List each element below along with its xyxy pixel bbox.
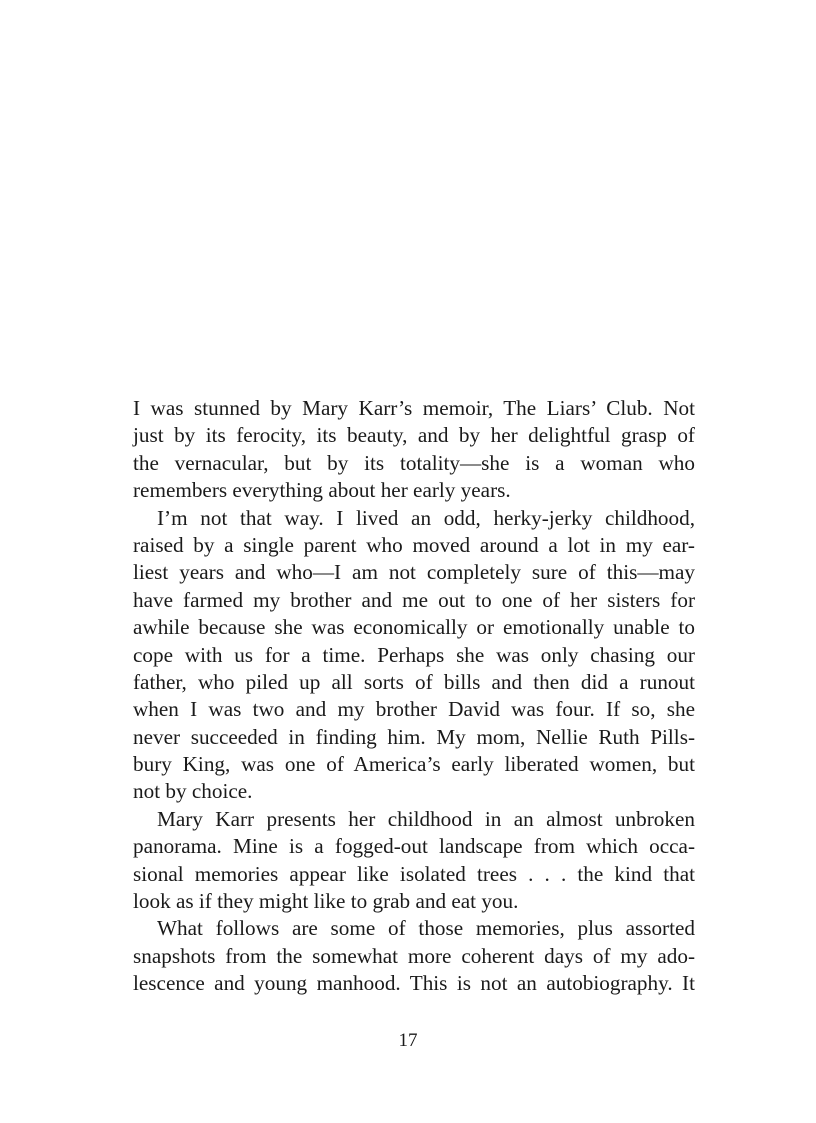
text-line: the vernacular, but by its totality—she is a woman who <box>133 450 695 475</box>
body-text <box>133 395 695 998</box>
text-line: awhile because she was economically or emotionally unable to <box>133 615 695 640</box>
text-line: snapshots from the somewhat more coherent days of my ado- <box>133 943 695 968</box>
text-line: look as if they might like to grab and eat you. <box>133 889 519 914</box>
page-number: 17 <box>398 1030 418 1051</box>
text-line: What follows are some of those memories, plus assorted <box>157 916 695 941</box>
text-line: remembers everything about her early years. <box>133 478 511 503</box>
text-line: have farmed my brother and me out to one of her sisters for <box>133 587 695 612</box>
paragraph <box>133 806 695 916</box>
paragraph <box>133 395 695 505</box>
text-line: bury King, was one of America’s early liberated women, but <box>133 752 695 777</box>
text-line: I was stunned by Mary Karr’s memoir, The Liars’ Club. Not <box>133 396 695 420</box>
paragraph <box>133 915 695 997</box>
text-line: panorama. Mine is a fogged-out landscape from which occa- <box>133 834 695 859</box>
text-line: father, who piled up all sorts of bills and then did a runout <box>133 669 695 694</box>
paragraph <box>133 505 695 806</box>
text-line: I’m not that way. I lived an odd, herky-jerky childhood, <box>157 505 695 530</box>
text-line: sional memories appear like isolated trees . . . the kind that <box>133 861 695 886</box>
text-line: raised by a single parent who moved around a lot in my ear- <box>133 532 695 557</box>
text-line: when I was two and my brother David was four. If so, she <box>133 697 695 722</box>
text-line: Mary Karr presents her childhood in an almost unbroken <box>157 806 695 831</box>
text-line: lescence and young manhood. This is not an autobiography. It <box>133 971 695 996</box>
text-line: never succeeded in finding him. My mom, Nellie Ruth Pills- <box>133 724 695 749</box>
text-line: liest years and who—I am not completely sure of this—may <box>133 560 695 585</box>
text-line: just by its ferocity, its beauty, and by her delightful grasp of <box>133 423 695 448</box>
text-line: cope with us for a time. Perhaps she was only chasing our <box>133 642 695 667</box>
text-line: not by choice. <box>133 779 253 804</box>
